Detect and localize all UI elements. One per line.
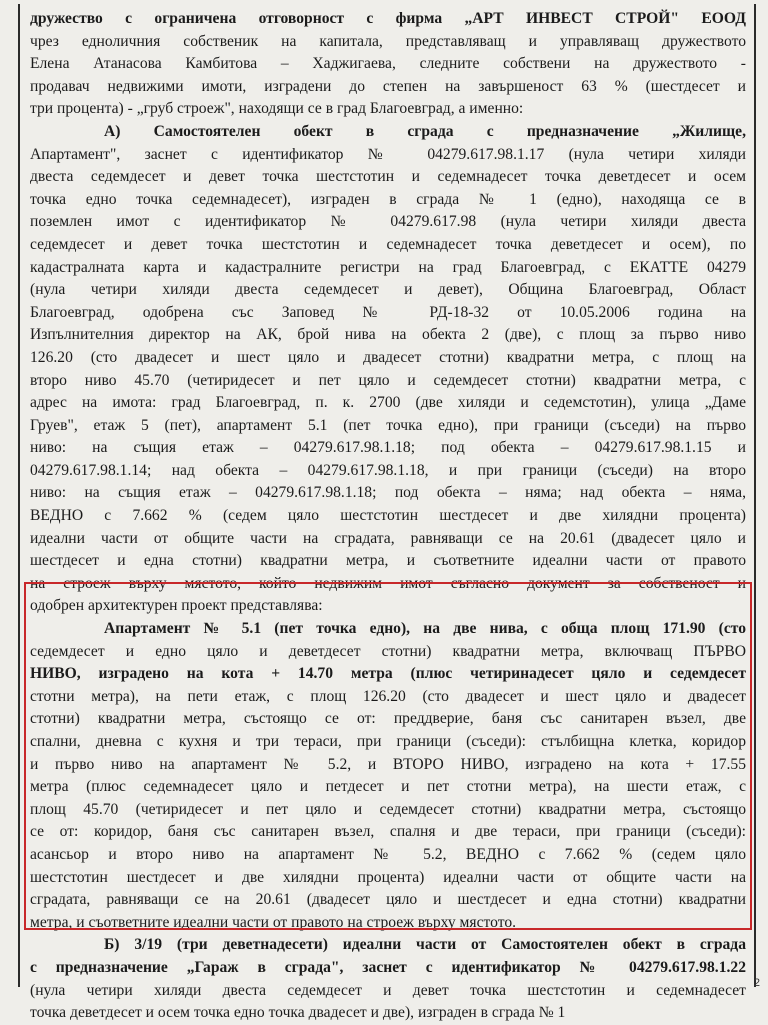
text-line: чрез едноличния собственик на капитала, представляващ и управляващ дружеството	[30, 32, 746, 50]
text-line: ниво: на същия етаж – 04279.617.98.1.18; под обекта – 04279.617.98.1.15 и	[30, 439, 746, 457]
text-line: идеални части от общите части на сградата, равняващи се на 20.61 (двадесет цяло и	[30, 529, 746, 547]
text-line: асансьор и второ ниво на апартамент № 5.2, ВЕДНО с 7.662 % (седем цяло	[30, 845, 746, 863]
text-line: 126.20 (сто двадесет и шест цяло и двадесет стотни) квадратни метра, с площ на	[30, 348, 746, 366]
text-line: точка едно точка седемнадесет), изграден в сграда № 1 (едно), находяща се в	[30, 190, 746, 208]
text-line: продавач недвижими имоти, изградени до степен на завършеност 63 % (шестдесет и	[30, 77, 746, 95]
text-line: второ ниво 45.70 (четиридесет и пет цяло и седемдесет стотни) квадратни метра, с	[30, 371, 746, 389]
text-line: стотни метра), на пети етаж, с площ 126.20 (сто двадесет и шест цяло и двадесет	[30, 687, 746, 705]
text-line: стотни) квадратни метра, състоящо се от: преддверие, баня със санитарен възел, две	[30, 710, 746, 728]
text-line: площ 45.70 (четиридесет и пет цяло и седемдесет стотни) квадратни метра, състоящо	[30, 800, 746, 818]
text-line: 04279.617.98.1.14; над обекта – 04279.617.98.1.18, и при граници (съседи) на второ	[30, 461, 746, 479]
highlighted-apartment-section	[24, 582, 752, 930]
text-line: адрес на имота: град Благоевград, п. к. 2700 (две хиляди и седемстотин), улица „Даме	[30, 394, 746, 412]
text-line: и първо ниво на апартамент № 5.2, и ВТОРО НИВО, изградено на кота + 17.55	[30, 755, 746, 773]
text-line: се от: коридор, баня със санитарен възел, спалня и две тераси, при граници (съседи):	[30, 823, 746, 841]
text-line: (нула четири хиляди двеста седемдесет и девет точка шестстотин и седемнадесет	[30, 981, 746, 999]
text-line: ниво: на същия етаж – 04279.617.98.1.18; под обекта – няма; над обекта – няма,	[30, 484, 746, 502]
page-number: 2	[753, 977, 760, 989]
section-a-heading: А) Самостоятелен обект в сграда с предназначение „Жилище,	[104, 122, 746, 140]
text-line: поземлен имот с идентификатор № 04279.617.98 (нула четири хиляди двеста	[30, 213, 746, 231]
text-line: одобрен архитектурен проект представлява:	[30, 597, 323, 615]
text-line: (нула четири хиляди двеста седемдесет и девет), Община Благоевград, Област	[30, 281, 746, 299]
text-line: сградата, равняващи се на 20.61 (двадесет цяло и шестдесет и една стотни) квадратни	[30, 891, 746, 909]
text-line: три процента) - „груб строеж", находящи се в град Благоевград, а именно:	[30, 100, 524, 118]
text-line: дружество с ограничена отговорност с фирма „АРТ ИНВЕСТ СТРОЙ" ЕООД	[30, 10, 746, 27]
text-line: метра (плюс седемнадесет цяло и петдесет и пет стотни метра), на шести етаж, с	[30, 778, 746, 796]
text-line: седемдесет и девет точка шестстотин и седемнадесет точка деветдесет и осем), по	[30, 235, 746, 253]
text-line: НИВО, изградено на кота + 14.70 метра (плюс четиринадесет цяло и седемдесет	[30, 665, 746, 683]
text-line: Благоевград, одобрена със Заповед № РД-18-32 от 10.05.2006 година на	[30, 303, 746, 321]
text-line: Апартамент", заснет с идентификатор № 04279.617.98.1.17 (нула четири хиляди	[30, 145, 746, 163]
text-line: двеста седемдесет и девет точка шестстотин и седемнадесет точка деветдесет и осем	[30, 168, 746, 186]
text-line: ВЕДНО с 7.662 % (седем цяло шестстотин шестдесет и две хилядни процента)	[30, 507, 746, 525]
text-line: метра, и съответните идеални части от правото на строеж върху мястото.	[30, 913, 517, 931]
text-line: Груев", етаж 5 (пет), апартамент 5.1 (пет точка едно), при граници (съседи) на първо	[30, 416, 746, 434]
text-line: шестстотин шестдесет и две хилядни процента) идеални части от общите части на	[30, 868, 746, 886]
text-line: точка деветдесет и осем точка едно точка двадесет и две), изграден в сграда № 1	[30, 1004, 566, 1022]
text-line: кадастралната карта и кадастралните регистри на град Благоевград, с ЕКАТТЕ 04279	[30, 258, 746, 276]
text-line: с предназначение „Гараж в сграда", заснет с идентификатор № 04279.617.98.1.22	[30, 958, 746, 976]
text-line: спални, дневна с кухня и три тераси, при граници (съседи): стълбищна клетка, коридор	[30, 733, 746, 750]
text-line: шестдесет и една стотни) квадратни метра, и съответните идеални части от правото	[30, 552, 746, 570]
section-b-heading: Б) 3/19 (три деветнадесети) идеални части от Самостоятелен обект в сграда	[104, 936, 746, 954]
text-line: седемдесет и едно цяло и деветдесет стотни) квадратни метра, включващ ПЪРВО	[30, 642, 746, 660]
text-line: Елена Атанасова Камбитова – Хаджигаева, следните собствени на дружеството -	[30, 55, 746, 73]
text-line: Изпълнителния директор на АК, брой нива на обекта 2 (две), с площ за първо ниво	[30, 326, 746, 344]
apartment-heading: Апартамент № 5.1 (пет точка едно), на две нива, с обща площ 171.90 (сто	[104, 620, 746, 638]
text-line: на строеж върху мястото, който недвижим имот съгласно документ за собственост и	[30, 574, 746, 592]
